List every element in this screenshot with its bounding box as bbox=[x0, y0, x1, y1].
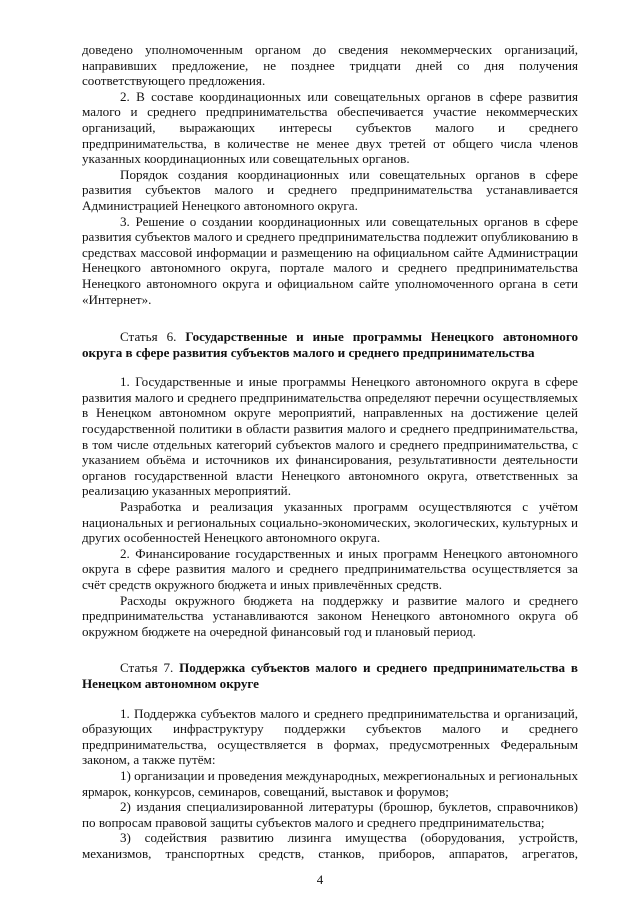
article-6-paragraph-4: Расходы окружного бюджета на поддержку и развитие малого и среднего предпринимательства устанавливаются законом Ненецкого автономного округа об окружном бюджете на очередной финансовый год и плановый период. bbox=[82, 592, 578, 639]
paragraph-item-3: 3. Решение о создании координационных или совещательных органов в сфере развития субъектов малого и среднего предпринимательства подлежит опубликованию в средствах массовой информации и размещению на официальном сайте Администрации Ненецкого автономного округа, портале малого и среднего предпринимательства Ненецкого автономного округа и официальном сайте уполномоченного органа в сети «Интернет». bbox=[82, 213, 578, 307]
article-7-item-3: 3) содействия развитию лизинга имущества (оборудования, устройств, механизмов, транспортных средств, станков, приборов, аппаратов, агрегатов, bbox=[82, 830, 578, 861]
paragraph-item-2: 2. В составе координационных или совещательных органов в сфере развития малого и среднего предпринимательства обеспечивается участие некоммерческих организаций, выражающих интересы субъектов малого и среднего предпринимательства, в количестве не менее двух третей от общего числа членов указанных координационных или совещательных органов. bbox=[82, 88, 578, 167]
article-7-paragraph-1: 1. Поддержка субъектов малого и среднего предпринимательства и организаций, образующих инфраструктуру поддержки субъектов малого и среднего предпринимательства, осуществляется в формах, предусмотренных Федеральным законом, а также путём: bbox=[82, 705, 578, 768]
paragraph-procedure: Порядок создания координационных или совещательных органов в сфере развития субъектов малого и среднего предпринимательства устанавливается Администрацией Ненецкого автономного округа. bbox=[82, 166, 578, 213]
article-7-heading bbox=[82, 660, 578, 691]
paragraph-continuation: доведено уполномоченным органом до сведения некоммерческих организаций, направивших предложение, не позднее тридцати дней со дня получения соответствующего предложения. bbox=[82, 42, 578, 89]
article-7-item-2: 2) издания специализированной литературы (брошюр, буклетов, справочников) по вопросам правовой защиты субъектов малого и среднего предпринимательства; bbox=[82, 799, 578, 830]
article-6-paragraph-1: 1. Государственные и иные программы Ненецкого автономного округа в сфере развития малого и среднего предпринимательства определяют перечни осуществляемых в Ненецком автономном округе мероприятий, направленных на достижение целей государственной политики в области развития малого и среднего предпринимательства, в том числе отдельных категорий субъектов малого и среднего предпринимательства, с указанием объёма и источников их финансирования, результативности деятельности органов государственной власти Ненецкого автономного округа, ответственных за реализацию указанных мероприятий. bbox=[82, 374, 578, 499]
article-6-paragraph-2: Разработка и реализация указанных программ осуществляются с учётом национальных и региональных социально-экономических, экологических, культурных и других особенностей Ненецкого автономного округа. bbox=[82, 499, 578, 546]
article-7-item-1: 1) организации и проведения международных, межрегиональных и региональных ярмарок, конкурсов, семинаров, совещаний, выставок и форумов; bbox=[82, 767, 578, 799]
page-number: 4 bbox=[316, 872, 324, 887]
article-6-paragraph-3: 2. Финансирование государственных и иных программ Ненецкого автономного округа в сфере развития малого и среднего предпринимательства осуществляется за счёт средств окружного бюджета и иных привлечённых средств. bbox=[82, 545, 578, 592]
article-6-heading bbox=[82, 329, 578, 360]
article-7-prefix: Статья 7. bbox=[120, 660, 180, 676]
article-6-title: Государственные и иные программы Ненецкого автономного округа в сфере развития субъектов малого и среднего предпринимательства bbox=[82, 329, 578, 360]
article-6-prefix: Статья 6. bbox=[120, 329, 186, 345]
article-7-title: Поддержка субъектов малого и среднего предпринимательства в Ненецком автономном округе bbox=[82, 660, 578, 691]
